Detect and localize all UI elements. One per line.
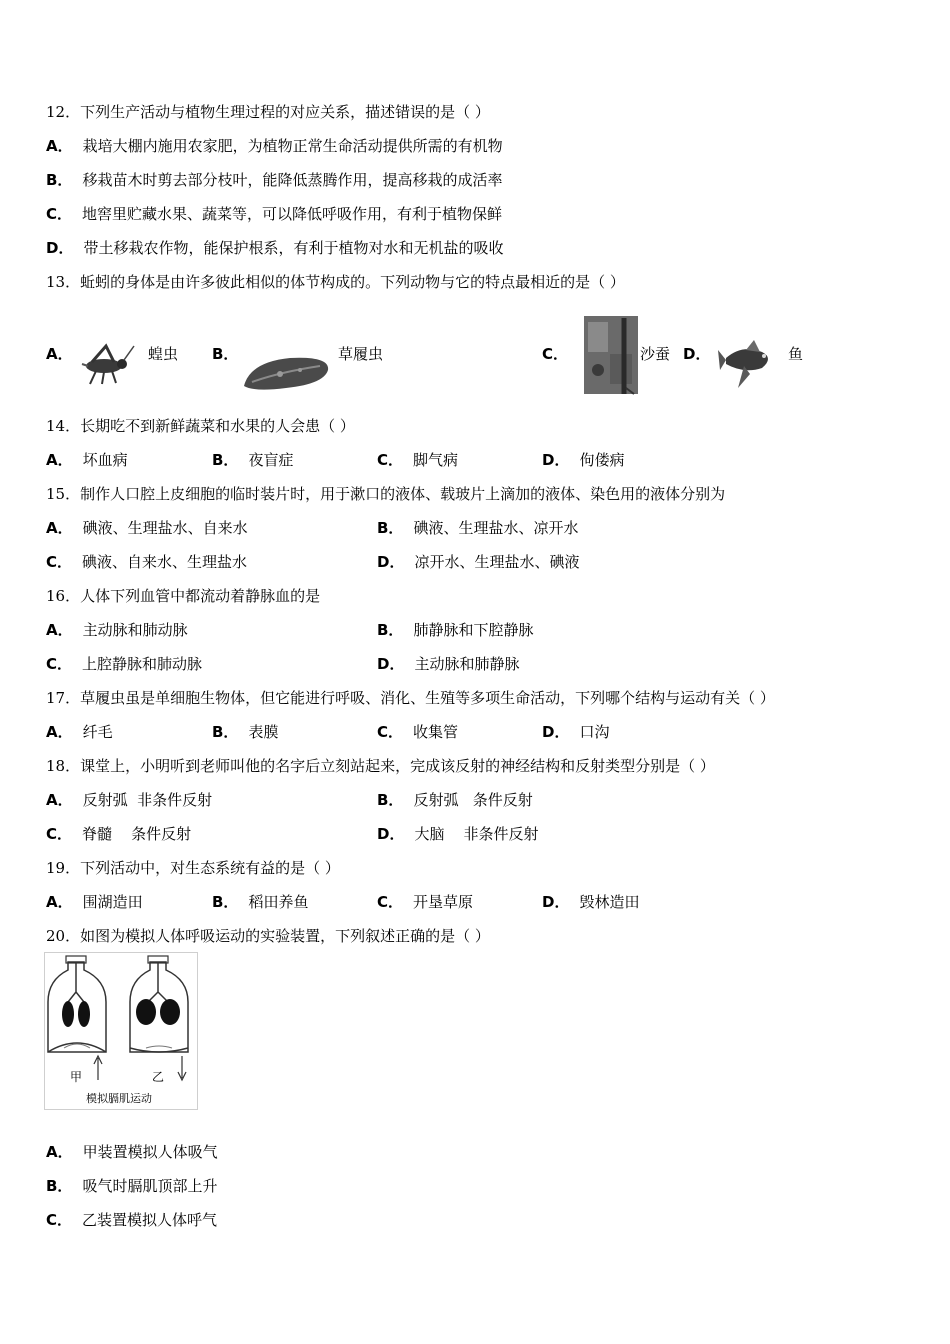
q13-stem: 13．蚯蚓的身体是由许多彼此相似的体节构成的。下列动物与它的特点最相近的是（ ） [46,273,625,291]
q17-option-d: D． 口沟 [542,723,610,741]
q17-stem: 17．草履虫虽是单细胞生物体，但它能进行呼吸、消化、生殖等多项生命活动，下列哪个结构与运动有关（ ） [46,689,775,707]
sandworm-image [580,314,640,398]
q18-option-a: A． 反射弧 非条件反射 [46,791,213,809]
q13-option-d-label: D． [683,345,711,363]
q19-option-c: C． 开垦草原 [377,893,474,911]
q14-option-a: A． 坏血病 [46,451,128,469]
q19-option-d: D． 毁林造田 [542,893,640,911]
q15-option-a: A． 碘液、生理盐水、自来水 [46,519,248,537]
q20-stem: 20．如图为模拟人体呼吸运动的实验装置，下列叙述正确的是（ ） [46,927,490,945]
q16-option-c: C． 上腔静脉和肺动脉 [46,655,203,673]
q17-option-b: B． 表膜 [212,723,279,741]
q15-option-b: B． 碘液、生理盐水、凉开水 [377,519,579,537]
q13-option-c-label: C． [542,345,569,363]
q18-option-d: D． 大脑 非条件反射 [377,825,539,843]
q16-stem: 16．人体下列血管中都流动着静脉血的是 [46,587,321,605]
q12-option-a: A． 栽培大棚内施用农家肥，为植物正常生命活动提供所需的有机物 [46,137,503,155]
q17-option-a: A． 纤毛 [46,723,113,741]
q12-option-d: D． 带土移栽农作物，能保护根系，有利于植物对水和无机盐的吸收 [46,239,504,257]
breathing-model-drawing [44,952,198,1110]
figure-label-jia: 甲 [70,1070,83,1084]
q14-option-b: B． 夜盲症 [212,451,294,469]
figure-label-yi: 乙 [152,1070,165,1084]
q17-option-c: C． 收集管 [377,723,459,741]
q16-option-d: D． 主动脉和肺静脉 [377,655,520,673]
q13-option-a-label: A． [46,345,73,363]
q15-option-c: C． 碘液、自来水、生理盐水 [46,553,248,571]
q19-stem: 19．下列活动中，对生态系统有益的是（ ） [46,859,340,877]
q18-option-b: B． 反射弧 条件反射 [377,791,533,809]
q15-stem: 15．制作人口腔上皮细胞的临时装片时，用于漱口的液体、载玻片上滴加的液体、染色用的液体分别为 [46,485,726,503]
grasshopper-image [78,340,136,386]
q14-option-d: D． 佝偻病 [542,451,625,469]
q20-option-c: C． 乙装置模拟人体呼气 [46,1211,218,1229]
q13-option-b-label: B． [212,345,239,363]
q20-option-b: B． 吸气时膈肌顶部上升 [46,1177,218,1195]
q20-option-a: A． 甲装置模拟人体吸气 [46,1143,218,1161]
paramecium-image [240,352,334,394]
q15-option-d: D． 凉开水、生理盐水、碘液 [377,553,580,571]
figure-caption: 模拟膈肌运动 [86,1092,152,1105]
q18-stem: 18．课堂上，小明听到老师叫他的名字后立刻站起来，完成该反射的神经结构和反射类型分别是（ ） [46,757,715,775]
q19-option-a: A． 围湖造田 [46,893,143,911]
q12-stem: 12．下列生产活动与植物生理过程的对应关系，描述错误的是（ ） [46,103,490,121]
q18-option-c: C． 脊髓 条件反射 [46,825,192,843]
q12-option-b: B． 移栽苗木时剪去部分枝叶，能降低蒸腾作用，提高移栽的成活率 [46,171,503,189]
q14-option-c: C． 脚气病 [377,451,459,469]
q13-option-b-text: 草履虫 [338,345,384,363]
q13-option-c-text: 沙蚕 [640,345,671,363]
q16-option-a: A． 主动脉和肺动脉 [46,621,188,639]
q14-stem: 14．长期吃不到新鲜蔬菜和水果的人会患（ ） [46,417,355,435]
q12-option-c: C． 地窖里贮藏水果、蔬菜等，可以降低呼吸作用，有利于植物保鲜 [46,205,503,223]
q16-option-b: B． 肺静脉和下腔静脉 [377,621,534,639]
q13-option-a-text: 蝗虫 [148,345,179,363]
q19-option-b: B． 稻田养鱼 [212,893,309,911]
q13-option-d-text: 鱼 [788,345,804,363]
breathing-model-figure [44,952,198,1110]
fish-image [716,334,780,392]
